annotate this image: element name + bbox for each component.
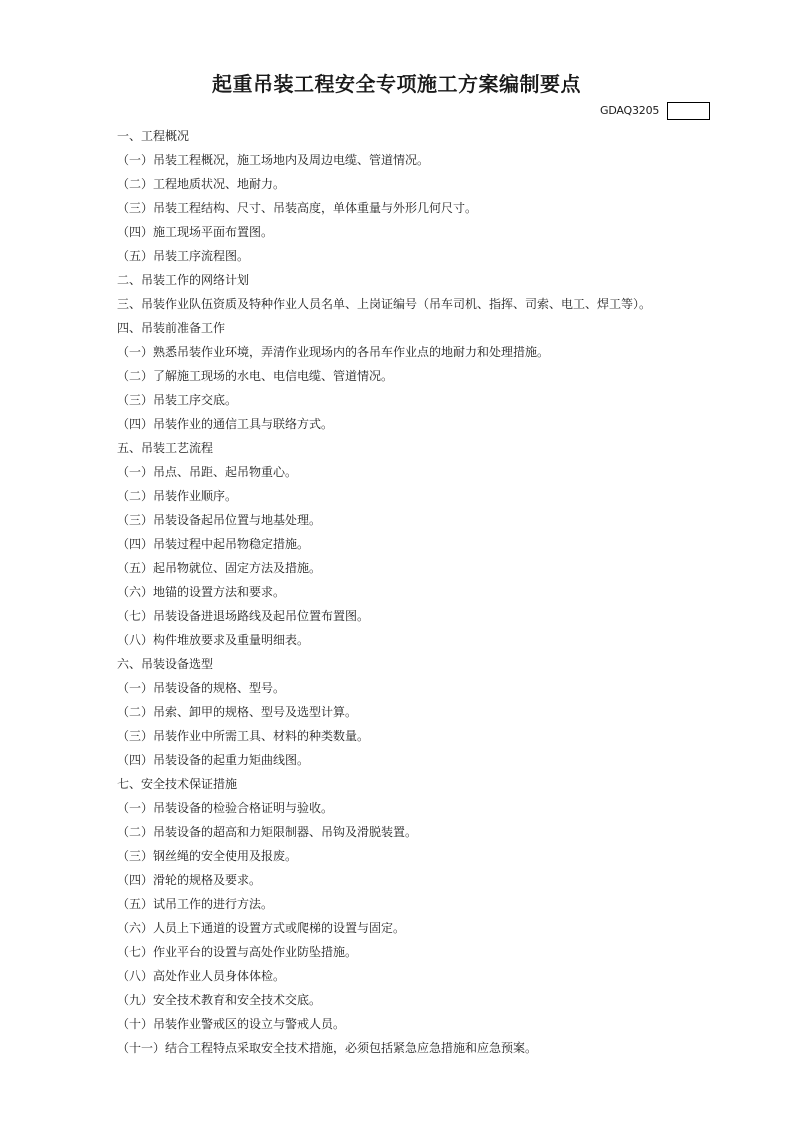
list-item: （七）作业平台的设置与高处作业防坠措施。 bbox=[117, 945, 358, 959]
list-item: （二）吊装设备的超高和力矩限制器、吊钩及滑脱装置。 bbox=[117, 825, 418, 839]
list-item: （一）熟悉吊装作业环境，弄清作业现场内的各吊车作业点的地耐力和处理措施。 bbox=[117, 345, 550, 359]
section-heading: 三、吊装作业队伍资质及特种作业人员名单、上岗证编号（吊车司机、指挥、司索、电工、焊工等）。 bbox=[117, 297, 652, 311]
list-item: （三）吊装工程结构、尺寸、吊装高度，单体重量与外形几何尺寸。 bbox=[117, 201, 478, 215]
list-item: （二）吊索、卸甲的规格、型号及选型计算。 bbox=[117, 705, 358, 719]
section-heading: 六、吊装设备选型 bbox=[117, 657, 214, 671]
outline-list bbox=[117, 124, 651, 1060]
list-item: （三）吊装作业中所需工具、材料的种类数量。 bbox=[117, 729, 370, 743]
list-item: （八）高处作业人员身体体检。 bbox=[117, 969, 286, 983]
document-code-row bbox=[600, 101, 710, 120]
list-item: （五）吊装工序流程图。 bbox=[117, 249, 250, 263]
list-item: （一）吊装设备的检验合格证明与验收。 bbox=[117, 801, 334, 815]
list-item: （四）吊装作业的通信工具与联络方式。 bbox=[117, 417, 334, 431]
list-item: （十一）结合工程特点采取安全技术措施，必须包括紧急应急措施和应急预案。 bbox=[117, 1041, 538, 1055]
document-code: GDAQ3205 bbox=[600, 104, 660, 117]
section-heading: 五、吊装工艺流程 bbox=[117, 441, 214, 455]
list-item: （八）构件堆放要求及重量明细表。 bbox=[117, 633, 310, 647]
list-item: （三）吊装设备起吊位置与地基处理。 bbox=[117, 513, 322, 527]
document-code-box bbox=[667, 102, 710, 120]
document-title: 起重吊装工程安全专项施工方案编制要点 bbox=[212, 72, 581, 96]
list-item: （四）吊装设备的起重力矩曲线图。 bbox=[117, 753, 310, 767]
section-heading: 一、工程概况 bbox=[117, 129, 190, 143]
list-item: （七）吊装设备进退场路线及起吊位置布置图。 bbox=[117, 609, 370, 623]
list-item: （六）人员上下通道的设置方式或爬梯的设置与固定。 bbox=[117, 921, 406, 935]
list-item: （六）地锚的设置方法和要求。 bbox=[117, 585, 286, 599]
list-item: （九）安全技术教育和安全技术交底。 bbox=[117, 993, 322, 1007]
list-item: （四）施工现场平面布置图。 bbox=[117, 225, 274, 239]
list-item: （一）吊装工程概况，施工场地内及周边电缆、管道情况。 bbox=[117, 153, 430, 167]
list-item: （三）吊装工序交底。 bbox=[117, 393, 238, 407]
list-item: （四）滑轮的规格及要求。 bbox=[117, 873, 262, 887]
list-item: （二）了解施工现场的水电、电信电缆、管道情况。 bbox=[117, 369, 394, 383]
list-item: （五）试吊工作的进行方法。 bbox=[117, 897, 274, 911]
list-item: （五）起吊物就位、固定方法及措施。 bbox=[117, 561, 322, 575]
section-heading: 七、安全技术保证措施 bbox=[117, 777, 238, 791]
list-item: （三）钢丝绳的安全使用及报废。 bbox=[117, 849, 298, 863]
list-item: （一）吊点、吊距、起吊物重心。 bbox=[117, 465, 298, 479]
list-item: （四）吊装过程中起吊物稳定措施。 bbox=[117, 537, 310, 551]
list-item: （二）吊装作业顺序。 bbox=[117, 489, 238, 503]
list-item: （二）工程地质状况、地耐力。 bbox=[117, 177, 286, 191]
list-item: （十）吊装作业警戒区的设立与警戒人员。 bbox=[117, 1017, 346, 1031]
section-heading: 二、吊装工作的网络计划 bbox=[117, 273, 250, 287]
section-heading: 四、吊装前准备工作 bbox=[117, 321, 226, 335]
list-item: （一）吊装设备的规格、型号。 bbox=[117, 681, 286, 695]
